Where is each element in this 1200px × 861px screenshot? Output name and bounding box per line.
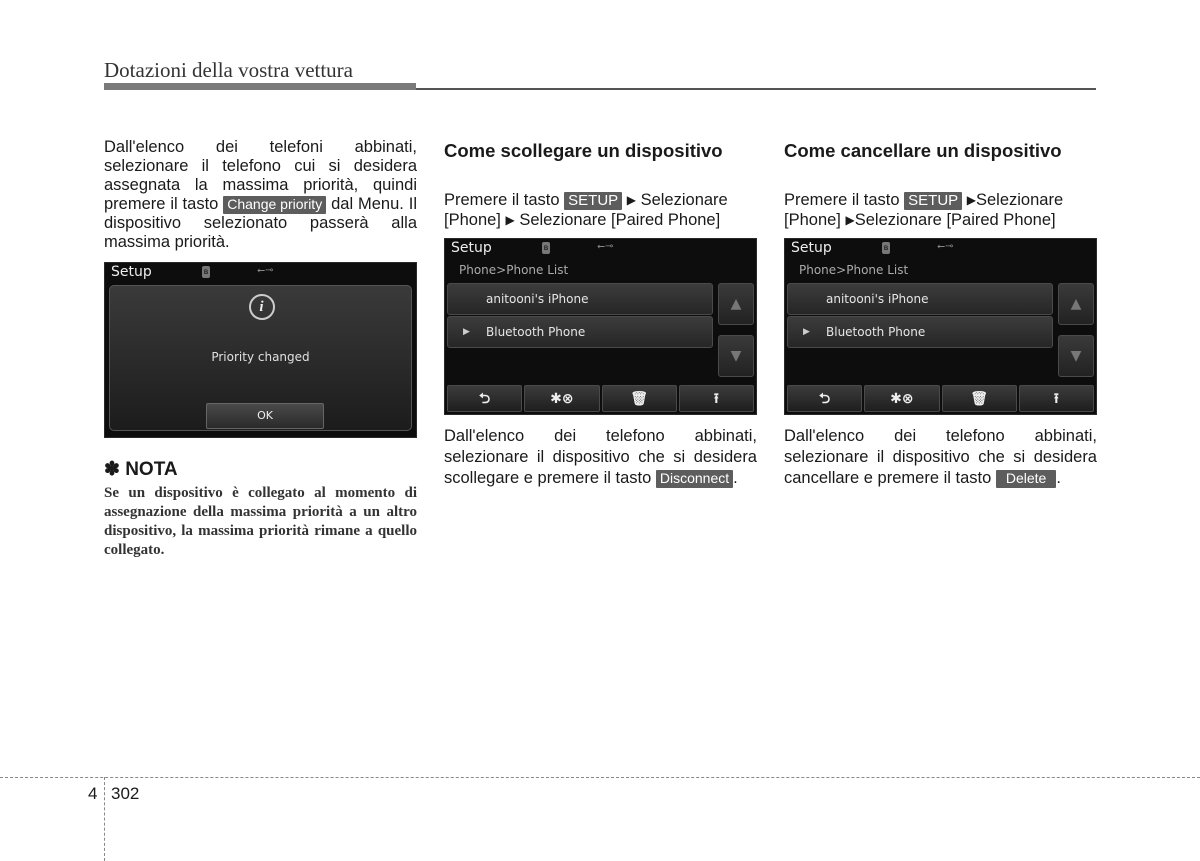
column-change-priority (104, 138, 417, 252)
instruction-text: Selezionare [Phone] (784, 191, 1064, 229)
delete-instructions (784, 191, 1099, 231)
screen-priority-changed (104, 262, 417, 438)
instruction-text: Selezionare [Paired Phone] (854, 211, 1056, 229)
disconnect-paragraph (444, 426, 757, 489)
list-item-label: Bluetooth Phone (486, 325, 586, 339)
disconnect-instructions (444, 191, 759, 231)
breadcrumb: Phone>Phone List (459, 263, 569, 277)
page-header-title: Dotazioni della vostra vettura (104, 58, 353, 82)
screen-phone-list-delete (784, 238, 1097, 415)
screen-title: Setup (791, 240, 832, 256)
nota-section (104, 458, 417, 560)
footer-rule (0, 777, 1200, 778)
setup-button-label: SETUP (904, 192, 962, 210)
column-delete (784, 138, 1097, 231)
screen-phone-list-disconnect (444, 238, 757, 415)
nota-title: ✽ NOTA (104, 459, 178, 480)
screen-status-bar (445, 239, 756, 259)
screen-bottom-bar (787, 385, 1094, 412)
scroll-up-button[interactable]: ▲ (1058, 283, 1094, 325)
arrow-icon: ▶ (626, 193, 636, 207)
instruction-text: Selezionare [Paired Phone] (519, 211, 721, 229)
breadcrumb: Phone>Phone List (799, 263, 909, 277)
disconnect-heading: Come scollegare un dispositivo (444, 140, 723, 161)
bluetooth-disconnect-icon[interactable]: ✱⊗ (864, 385, 939, 412)
list-item-label: anitooni's iPhone (486, 292, 589, 306)
disconnect-body (444, 426, 757, 489)
list-item[interactable] (787, 316, 1053, 348)
trash-icon[interactable]: 🗑 (602, 385, 677, 412)
disconnect-button-label: Disconnect (656, 470, 733, 488)
chapter-number: 4 (88, 784, 98, 803)
priority-changed-popup (109, 285, 412, 431)
header-rule-thin (416, 88, 1096, 90)
delete-heading: Come cancellare un dispositivo (784, 140, 1062, 161)
setup-button-label: SETUP (564, 192, 622, 210)
play-icon: ▶ (463, 327, 470, 337)
arrow-icon: ▶ (845, 213, 855, 227)
change-priority-button-label: Change priority (223, 196, 326, 214)
trash-icon[interactable]: 🗑 (942, 385, 1017, 412)
paragraph-text: Dall'elenco dei telefono abbinati, selezionare il dispositivo che si desidera scollegare e premere il tasto (444, 427, 757, 487)
change-priority-paragraph (104, 138, 417, 252)
back-icon[interactable]: ⮌ (447, 385, 522, 412)
arrow-icon: ▶ (966, 193, 976, 207)
priority-icon[interactable]: ⭱ (679, 385, 754, 412)
list-item[interactable] (787, 283, 1053, 315)
list-item-label: anitooni's iPhone (826, 292, 929, 306)
instruction-text: Premere il tasto (784, 191, 900, 209)
header-rule-thick (104, 83, 416, 90)
paragraph-text: dal Menu. Il dispositivo selezionato passerà alla massima priorità. (104, 195, 418, 251)
instruction-text: Premere il tasto (444, 191, 560, 209)
screen-title: Setup (451, 240, 492, 256)
usb-icon: ⭠⊸ (597, 241, 614, 252)
screen-title: Setup (111, 264, 152, 280)
scroll-down-button[interactable]: ▼ (1058, 335, 1094, 377)
ok-button[interactable]: OK (206, 403, 324, 429)
info-icon: i (249, 294, 275, 320)
paragraph-text: Dall'elenco dei telefono abbinati, selezionare il dispositivo che si desidera cancellare e premere il tasto (784, 427, 1097, 487)
bluetooth-icon: ʙ (543, 243, 549, 252)
paragraph-text: Dall'elenco dei telefoni abbinati, selezionare il telefono cui si desidera assegnata la massima priorità, quindi premere il tasto (104, 138, 417, 213)
screen-status-bar (785, 239, 1096, 259)
screen-status-bar (105, 263, 416, 283)
nota-body: Se un dispositivo è collegato al momento di assegnazione della massima priorità a un altro dispositivo, la massima priorità rimane a quello collegato. (104, 485, 417, 558)
priority-icon[interactable]: ⭱ (1019, 385, 1094, 412)
delete-paragraph (784, 426, 1097, 489)
bluetooth-icon: ʙ (203, 267, 209, 276)
usb-icon: ⭠⊸ (937, 241, 954, 252)
column-disconnect (444, 138, 757, 231)
popup-message: Priority changed (211, 350, 310, 364)
arrow-icon: ▶ (505, 213, 515, 227)
scroll-up-button[interactable]: ▲ (718, 283, 754, 325)
page-number: 302 (111, 784, 140, 803)
paragraph-text: . (733, 469, 738, 487)
instruction-text: Selezionare [Phone] (444, 191, 728, 229)
delete-body (784, 426, 1097, 489)
scroll-down-button[interactable]: ▼ (718, 335, 754, 377)
list-item-label: Bluetooth Phone (826, 325, 926, 339)
footer-vertical-rule (104, 777, 105, 861)
bluetooth-icon: ʙ (883, 243, 889, 252)
play-icon: ▶ (803, 327, 810, 337)
list-item[interactable] (447, 316, 713, 348)
list-item[interactable] (447, 283, 713, 315)
bluetooth-disconnect-icon[interactable]: ✱⊗ (524, 385, 599, 412)
back-icon[interactable]: ⮌ (787, 385, 862, 412)
screen-bottom-bar (447, 385, 754, 412)
usb-icon: ⭠⊸ (257, 265, 274, 276)
paragraph-text: . (1056, 469, 1061, 487)
delete-button-label: Delete (996, 470, 1056, 488)
